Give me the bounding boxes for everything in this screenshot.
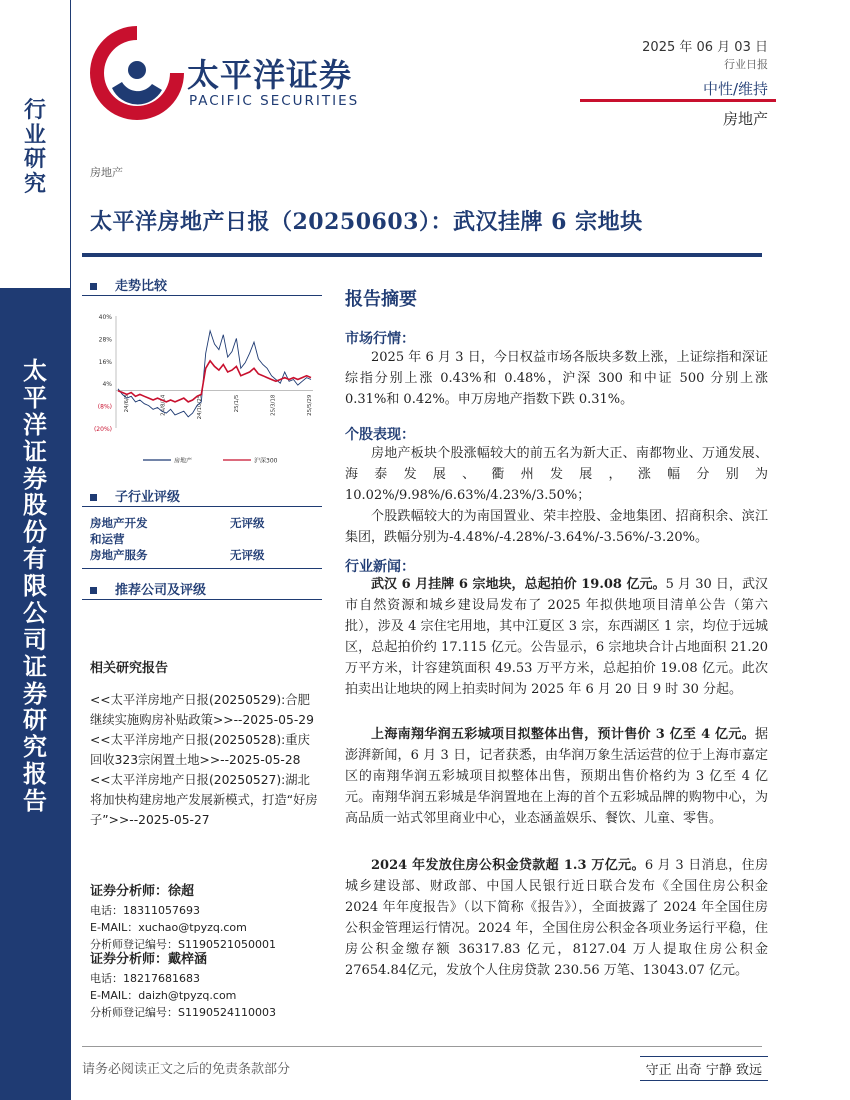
- y-tick-label: (20%): [93, 426, 112, 433]
- logo-en-text: PACIFIC SECURITIES: [189, 93, 360, 109]
- series-line-1: [118, 361, 311, 402]
- divider: [82, 568, 322, 569]
- sidebar-char: 有: [23, 544, 47, 574]
- related-report-link[interactable]: <<太平洋房地产日报(20250527):湖北将加快构建房地产发展新模式，打造“好房子”>>--2025-05-27: [90, 773, 318, 827]
- sidebar-char: 份: [23, 517, 47, 547]
- sidebar-category-text: [0, 98, 70, 197]
- industry-rating-value: 无评级: [230, 548, 265, 562]
- related-report-link[interactable]: <<太平洋房地产日报(20250529):合肥继续实施购房补贴政策>>--2025-05-29: [90, 693, 314, 727]
- x-tick-label: 24/8/14: [160, 394, 167, 416]
- rating-underline: [580, 99, 776, 102]
- analyst-card: [90, 948, 276, 1021]
- stock-paragraph: 房地产板块个股涨幅较大的前五名为新大正、南都物业、万通发展、海泰发展、衢州发展，涨幅分别为 10.02%/9.98%/6.63%/4.23%/3.50%； 个股跌幅较大的为南国置业、荣丰控股、金地集团、招商积余、滨江集团，跌幅分别为-4.48%/-4.28%/-3.64%/-3.56%/-3.20%。: [345, 446, 768, 545]
- market-heading: 市场行情：: [345, 331, 415, 347]
- left-sidebar: [0, 0, 71, 1100]
- sidebar-char: 公: [23, 597, 47, 627]
- market-paragraph: 2025 年 6 月 3 日，今日权益市场各版块多数上涨，上证综指和深证综指分别上涨 0.43%和 0.48%，沪深 300 和中证 500 分别上涨 0.31%和 0.42%。申万房地产指数下跌 0.31%。: [345, 350, 768, 407]
- x-tick-label: 25/5/29: [307, 394, 313, 416]
- industry-rating-value: 无评级: [230, 516, 265, 530]
- news-item-2: 上海南翔华润五彩城项目拟整体出售，预计售价 3 亿至 4 亿元。据澎湃新闻，6 月 3 日，记者获悉，由华润万象生活运营的位于上海市嘉定区的南翔华润五彩城项目拟整体出售，预期出售价格约为 3 亿至 4 亿元。南翔华润五彩城是华润置地在上海的首个五彩城品牌的购物中心，为高品质一站式邻里商业中心，业态涵盖娱乐、餐饮、儿童、零售。: [345, 727, 768, 826]
- sidebar-char: 限: [23, 571, 47, 600]
- analyst-phone: 电话：18217681683: [90, 972, 200, 985]
- analyst-email[interactable]: E-MAIL：xuchao@tpyzq.com: [90, 921, 247, 934]
- legend-label: 沪深300: [254, 457, 278, 465]
- analyst-reg-number: 分析师登记编号：S1190524110003: [90, 1006, 276, 1019]
- industry-rating-row: [90, 531, 290, 547]
- sidebar-char: 券: [23, 463, 47, 493]
- trend-chart: [88, 308, 318, 473]
- related-report-link[interactable]: <<太平洋房地产日报(20250528):重庆回收323宗闲置土地>>--2025-05-28: [90, 733, 310, 767]
- y-tick-label: 4%: [102, 381, 112, 389]
- stock-heading: 个股表现：: [345, 427, 415, 443]
- y-tick-label: 28%: [98, 336, 112, 344]
- sidebar-char: 股: [23, 490, 47, 520]
- sidebar-char: 究: [23, 170, 46, 197]
- sidebar-char: 证: [23, 436, 47, 466]
- related-reports-list: [90, 690, 322, 830]
- trend-chart-svg: [88, 308, 318, 473]
- footer-divider: [82, 1046, 762, 1047]
- x-tick-label: 24/6/3: [124, 394, 130, 413]
- sidebar-char: 报: [23, 759, 47, 789]
- sidebar-char: 太: [23, 356, 47, 385]
- sidebar-char: 券: [23, 678, 47, 708]
- x-tick-label: 25/1/5: [233, 394, 240, 413]
- x-tick-label: 25/3/18: [270, 394, 277, 416]
- summary-heading: 报告摘要: [345, 289, 417, 310]
- report-date: 2025 年 06 月 03 日: [642, 40, 768, 55]
- sidebar-char: 研: [23, 705, 47, 735]
- legend-label: 房地产: [174, 457, 193, 465]
- sidebar-char: 平: [23, 382, 47, 412]
- industry-rating-row: [90, 547, 290, 563]
- sidebar-char: 司: [23, 624, 47, 654]
- logo-cn-text: 太平洋证券: [187, 56, 353, 94]
- company-logo: [82, 18, 382, 128]
- sector-label: 房地产: [722, 110, 768, 128]
- divider: [82, 506, 322, 507]
- x-tick-label: 24/10/25: [197, 394, 204, 420]
- news-heading: 行业新闻：: [345, 559, 415, 575]
- news-item-3: 2024 年发放住房公积金贷款超 1.3 万亿元。6 月 3 日消息，住房城乡建设部、财政部、中国人民银行近日联合发布《全国住房公积金 2024 年年度报告》（以下简称《报告》），全面披露了 2024 年全国住房公积金管理运行情况。2024 年，全国住房公积金各项业务运行平稳，住房公积金缴存额 36317.83 亿元，8127.04 万人提取住房公积金 27654.84亿元，发放个人住房贷款 230.56 万笔、13043.07 亿元。: [345, 858, 768, 978]
- analyst-email[interactable]: E-MAIL：daizh@tpyzq.com: [90, 989, 237, 1002]
- trend-heading: 走势比较: [90, 275, 167, 294]
- sidebar-char: 业: [23, 121, 46, 148]
- sidebar-char: 究: [23, 732, 47, 762]
- industry-rating-heading: 子行业评级: [90, 486, 180, 505]
- report-type: 行业日报: [724, 58, 768, 71]
- title-divider: [82, 253, 762, 257]
- related-reports-heading: 相关研究报告: [90, 661, 169, 676]
- sidebar-company-text: [0, 358, 70, 815]
- industry-rating: 中性/维持: [702, 80, 768, 98]
- company-motto: 守正 出奇 宁静 致远: [640, 1056, 768, 1081]
- sidebar-char: 洋: [23, 409, 47, 439]
- recommend-heading: 推荐公司及评级: [90, 579, 206, 598]
- news-item-1: 武汉 6 月挂牌 6 宗地块，总起拍价 19.08 亿元。5 月 30 日，武汉市自然资源和城乡建设局发布了 2025 年拟供地项目清单公告（第六批），涉及 4 宗住宅用地，其中江夏区 3 宗，东西湖区 1 宗，均位于远城区，总起拍价约 17.115 亿元。公告显示，6 宗地块合计占地面积 21.20 万平方米，计容建筑面积 49.53 万平方米，总起拍价 19.08 亿元。此次拍卖出让地块的网上拍卖时间为 2025 年 6 月 20 日 9 时 30 分起。: [345, 577, 768, 697]
- industry-name: 房地产开发: [90, 516, 148, 530]
- logo-emblem-icon: [82, 18, 192, 128]
- analyst-reg-number: 分析师登记编号：S1190521050001: [90, 938, 276, 951]
- sidebar-char: 行: [23, 97, 46, 123]
- series-line-0: [118, 331, 311, 420]
- small-sector-label: 房地产: [90, 166, 123, 179]
- industry-rating-row: [90, 515, 290, 531]
- sidebar-char: 研: [23, 146, 46, 173]
- industry-name: 房地产服务: [90, 548, 148, 562]
- y-tick-label: 16%: [98, 358, 112, 366]
- y-tick-label: 40%: [98, 314, 112, 321]
- analyst-card: [90, 880, 276, 953]
- analyst-name: 证券分析师：戴梓涵: [90, 952, 208, 967]
- sidebar-char: 告: [23, 786, 47, 815]
- industry-rating-table: [90, 515, 290, 563]
- sidebar-char: 证: [23, 651, 47, 681]
- industry-name: 和运营: [90, 532, 125, 546]
- divider: [82, 295, 322, 296]
- report-title: 太平洋房地产日报（20250603）：武汉挂牌 6 宗地块: [90, 209, 643, 235]
- analyst-phone: 电话：18311057693: [90, 904, 200, 917]
- y-tick-label: (8%): [97, 403, 112, 411]
- divider: [82, 599, 322, 600]
- analyst-name: 证券分析师：徐超: [90, 884, 195, 899]
- disclaimer-text: 请务必阅读正文之后的免责条款部分: [82, 1062, 291, 1077]
